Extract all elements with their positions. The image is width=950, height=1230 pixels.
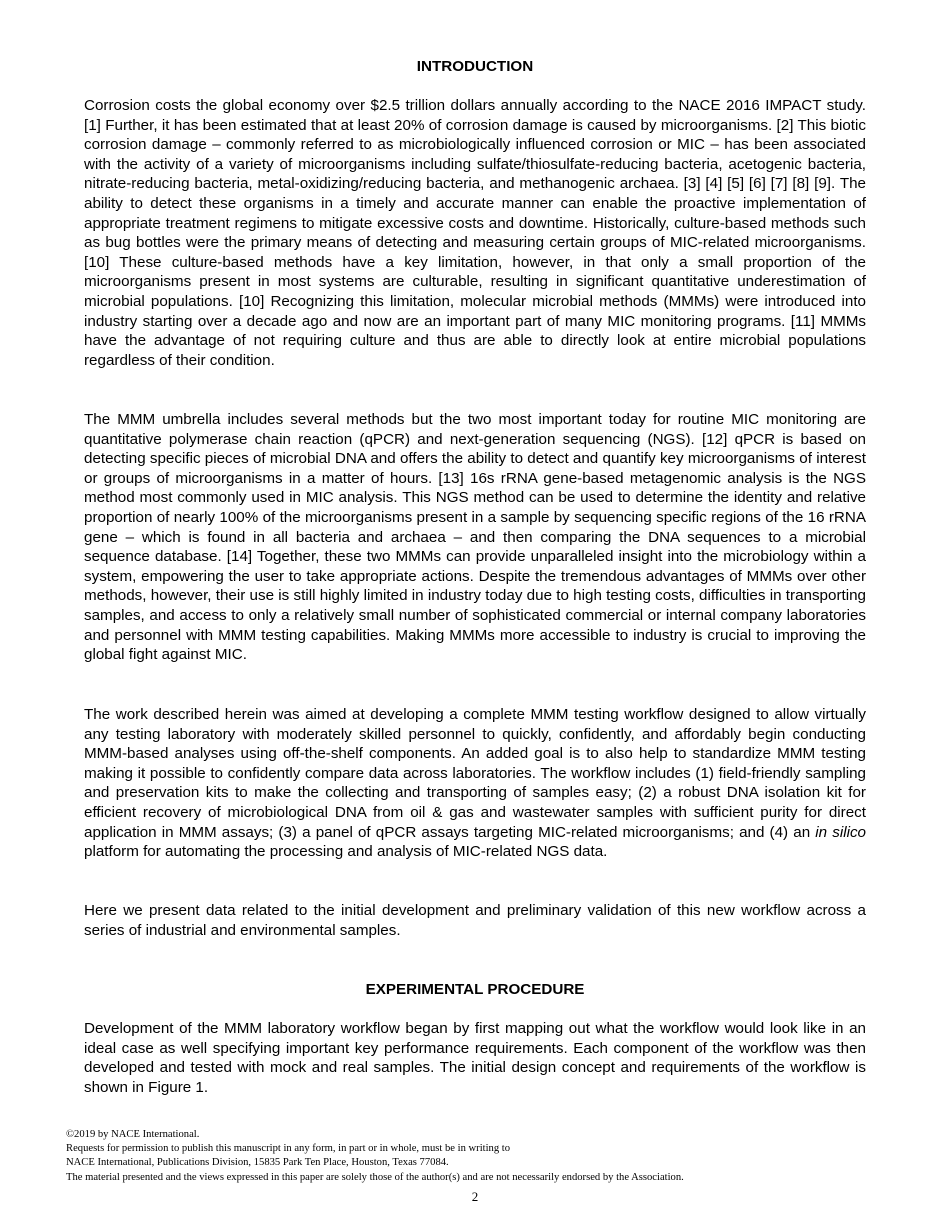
copyright-footer <box>66 1128 906 1185</box>
page-number: 2 <box>471 1189 479 1204</box>
introduction-paragraph-2: The MMM umbrella includes several methods but the two most important today for routine MIC monitoring are quantitative polymerase chain reaction (qPCR) and next-generation sequencing (NGS). [12] qPCR is based on detecting specific pieces of microbial DNA and offers the ability to detect and quantify key microorganisms of interest or groups of microorganisms in a matter of hours. [13] 16s rRNA gene-based metagenomic analysis is the NGS method most commonly used in MIC analysis. This NGS method can be used to determine the identity and relative proportion of nearly 100% of the microorganisms present in a sample by sequencing specific regions of the 16 rRNA gene – which is found in all bacteria and archaea – and then comparing the DNA sequences to a microbial sequence database. [14] Together, these two MMMs can provide unparalleled insight into the microbiology within a system, empowering the user to take appropriate actions. Despite the tremendous advantages of MMMs over other methods, however, their use is still highly limited in industry today due to high testing costs, difficulties in transporting samples, and access to only a relatively small number of sophisticated commercial or internal company laboratories and personnel with MMM testing capabilities. Making MMMs more accessible to industry is crucial to improving the global fight against MIC. <box>84 411 866 664</box>
footer-permission: Requests for permission to publish this manuscript in any form, in part or in whole, must be in writing to <box>66 1143 511 1155</box>
introduction-paragraph-3-text-b: platform for automating the processing and analysis of MIC-related NGS data. <box>84 843 608 861</box>
introduction-paragraph-3 <box>84 705 866 862</box>
footer-address: NACE International, Publications Division, 15835 Park Ten Place, Houston, Texas 77084. <box>66 1157 449 1169</box>
experimental-procedure-heading: EXPERIMENTAL PROCEDURE <box>365 981 585 998</box>
introduction-paragraph-4: Here we present data related to the initial development and preliminary validation of this new workflow across a series of industrial and environmental samples. <box>84 902 866 939</box>
introduction-heading: INTRODUCTION <box>416 58 534 75</box>
in-silico-italic: in silico <box>815 823 866 841</box>
footer-copyright: ©2019 by NACE International. <box>66 1129 200 1140</box>
introduction-paragraph-1: Corrosion costs the global economy over $2.5 trillion dollars annually according to the NACE 2016 IMPACT study. [1] Further, it has been estimated that at least 20% of corrosion damage is caused by microorganisms. [2] This biotic corrosion damage – commonly referred to as microbiologically influenced corrosion or MIC – has been associated with the activity of a variety of microorganisms including sulfate/thiosulfate-reducing bacteria, acetogenic bacteria, nitrate-reducing bacteria, metal-oxidizing/reducing bacteria, and methanogenic archaea. [3] [4] [5] [6] [7] [8] [9]. The ability to detect these organisms in a timely and accurate manner can enable the proactive implementation of appropriate treatment regimens to mitigate excessive costs and downtime. Historically, culture-based methods such as bug bottles were the primary means of detecting and measuring certain groups of MIC-related microorganisms. [10] These culture-based methods have a key limitation, however, in that only a small proportion of the microorganisms present in most systems are culturable, resulting in significant quantitative underestimation of microbial populations. [10] Recognizing this limitation, molecular microbial methods (MMMs) were introduced into industry starting over a decade ago and now are an important part of many MIC monitoring programs. [11] MMMs have the advantage of not requiring culture and thus are able to directly look at entire microbial populations regardless of their condition. <box>84 97 866 369</box>
introduction-paragraph-3-text-a: The work described herein was aimed at developing a complete MMM testing workflow designed to allow virtually any testing laboratory with moderately skilled personnel to quickly, confidently, and affordably begin conducting MMM-based analyses using off-the-shelf components. An added goal is to also help to standardize MMM testing making it possible to confidently compare data across laboratories. The workflow includes (1) field-friendly sampling and preservation kits to make the collecting and transporting of samples easy; (2) a robust DNA isolation kit for efficient recovery of microbiological DNA from oil & gas and wastewater samples with sufficient purity for direct application in MMM assays; (3) a panel of qPCR assays targeting MIC-related microorganisms; and (4) an <box>84 706 866 841</box>
experimental-paragraph-1: Development of the MMM laboratory workflow began by first mapping out what the workflow would look like in an ideal case as well specifying important key performance requirements. Each component of the workflow was then developed and tested with mock and real samples. The initial design concept and requirements of the workflow is shown in Figure 1. <box>84 1020 866 1096</box>
footer-disclaimer: The material presented and the views expressed in this paper are solely those of the author(s) and are not necessarily endorsed by the Association. <box>66 1171 684 1183</box>
